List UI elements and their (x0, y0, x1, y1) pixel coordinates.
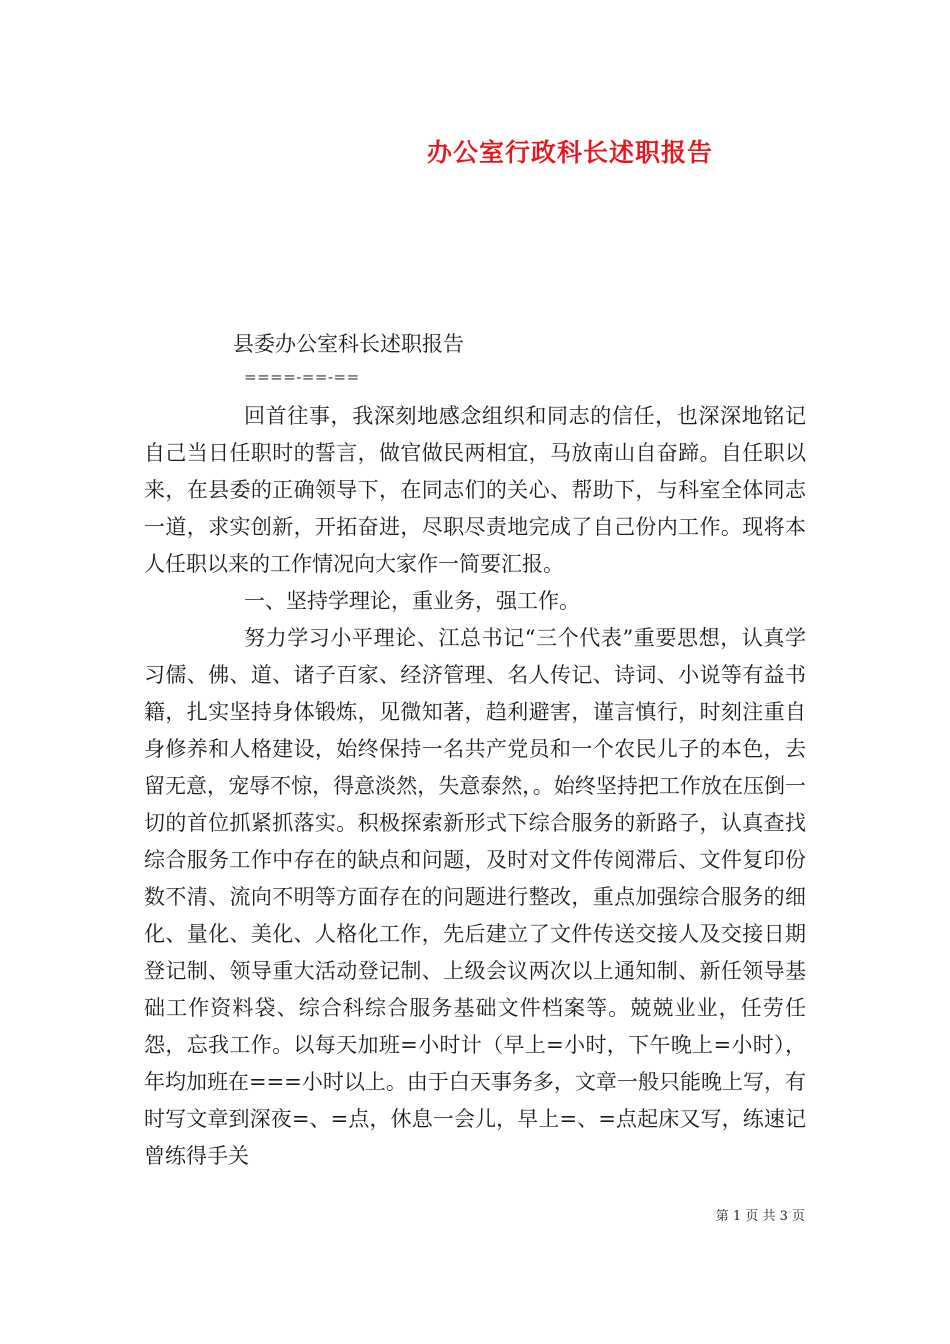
page-number: 第 1 页 共 3 页 (715, 1209, 805, 1224)
document-title: 办公室行政科长述职报告 (426, 138, 713, 167)
paragraph: 回首往事，我深刻地感念组织和同志的信任，也深深地铭记自己当日任职时的誓言，做官做民两相宜，马放南山自奋蹄。自任职以来，在县委的正确领导下，在同志们的关心、帮助下，与科室全体同志一道，求实创新，开拓奋进，尽职尽责地完成了自己份内工作。现将本人任职以来的工作情况向大家作一简要汇报。 (144, 404, 806, 576)
document-body (144, 398, 806, 1175)
document-subtitle: 县委办公室科长述职报告 (233, 332, 464, 356)
separator-line: ====-==-== (244, 368, 360, 386)
section-heading: 一、坚持学理论，重业务，强工作。 (244, 589, 580, 613)
paragraph: 努力学习小平理论、江总书记“三个代表”重要思想，认真学习儒、佛、道、诸子百家、经济管理、名人传记、诗词、小说等有益书籍，扎实坚持身体锻炼，见微知著，趋利避害，谨言慎行，时刻注重自身修养和人格建设，始终保持一名共产党员和一个农民儿子的本色，去留无意，宠辱不惊，得意淡然，失意泰然，。始终坚持把工作放在压倒一切的首位抓紧抓落实。积极探索新形式下综合服务的新路子，认真查找综合服务工作中存在的缺点和问题，及时对文件传阅滞后、文件复印份数不清、流向不明等方面存在的问题进行整改，重点加强综合服务的细化、量化、美化、人格化工作，先后建立了文件传送交接人及交接日期登记制、领导重大活动登记制、上级会议两次以上通知制、新任领导基础工作资料袋、综合科综合服务基础文件档案等。兢兢业业，任劳任怨，忘我工作。以每天加班=小时计（早上=小时，下午晚上=小时），年均加班在===小时以上。由于白天事务多，文章一般只能晚上写，有时写文章到深夜=、=点，休息一会儿，早上=、=点起床又写，练速记曾练得手关 (144, 626, 806, 1168)
